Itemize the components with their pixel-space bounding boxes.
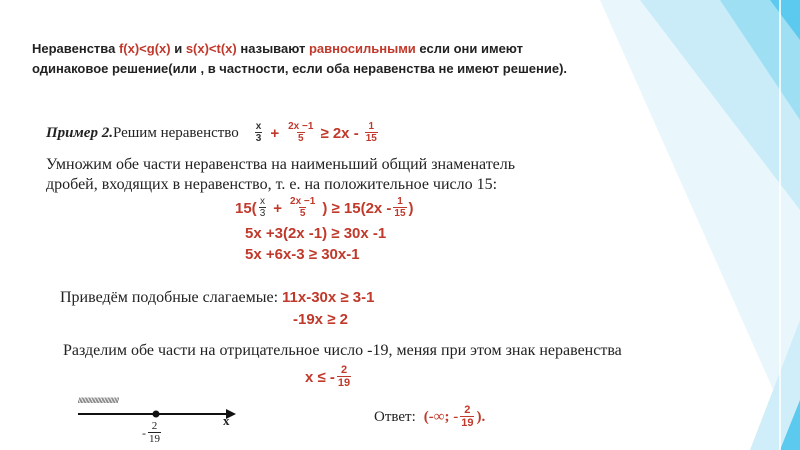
definition-paragraph bbox=[32, 39, 572, 78]
answer-open: (-∞; - bbox=[423, 408, 459, 425]
number-line-axis bbox=[78, 406, 238, 422]
fraction: $\frac{1}{15}$ bbox=[394, 196, 406, 219]
answer-label: Ответ: bbox=[374, 408, 416, 425]
point-label: - $\frac{2}{19}$ bbox=[142, 420, 160, 445]
divide-result bbox=[305, 365, 353, 389]
step-text: ) ≥ 15(2x - bbox=[322, 199, 392, 217]
example-line bbox=[46, 122, 380, 144]
plus-sign: + bbox=[270, 124, 280, 142]
divide-text: Разделим обе части на отрицательное число -19, меняя при этом знак неравенства bbox=[63, 342, 622, 359]
point-marker bbox=[153, 411, 160, 418]
step-text: ) bbox=[408, 199, 414, 217]
answer-line bbox=[374, 405, 485, 429]
rhs-text: ≥ 2x - bbox=[320, 124, 359, 142]
fraction: $\frac{2}{19}$ bbox=[461, 404, 474, 429]
similar-result: -19x ≥ 2 bbox=[293, 311, 348, 328]
similar-equation: 11x-30x ≥ 3-1 bbox=[282, 289, 375, 306]
result-text: x ≤ - bbox=[305, 368, 335, 386]
definition-text: называют bbox=[236, 41, 309, 56]
example-inequality bbox=[253, 122, 380, 144]
hatch-marks: //////////////////////////// bbox=[78, 398, 119, 405]
definition-term: равносильными bbox=[308, 41, 416, 56]
fraction: $\frac{x}{3}$ bbox=[259, 196, 266, 219]
similar-text: Приведём подобные слагаемые: bbox=[60, 289, 283, 306]
fraction: $\frac{2x -1}{5}$ bbox=[290, 196, 316, 219]
multiply-line-1: Умножим обе части неравенства на наименьший общий знаменатель bbox=[46, 156, 516, 173]
number-line bbox=[78, 398, 238, 448]
fraction: $\frac{1}{15}$ bbox=[365, 121, 377, 144]
answer-close: ). bbox=[476, 408, 486, 425]
definition-inequality-1: f(x)<g(x) bbox=[118, 41, 171, 56]
decorative-shapes bbox=[600, 0, 800, 450]
definition-text: и bbox=[170, 41, 186, 56]
fraction: $\frac{x}{3}$ bbox=[255, 121, 262, 144]
multiply-line-2: дробей, входящих в неравенство, т. е. на положительное число 15: bbox=[46, 176, 498, 193]
plus-sign: + bbox=[273, 199, 283, 217]
example-label: Пример 2. bbox=[46, 124, 113, 141]
definition-inequality-2: s(x)<t(x) bbox=[185, 41, 237, 56]
similar-terms-line bbox=[60, 289, 374, 307]
definition-text: Неравенства bbox=[32, 41, 119, 56]
example-text: Решим неравенство bbox=[112, 124, 239, 141]
axis-label: x bbox=[223, 413, 230, 428]
step-2: 5x +3(2x -1) ≥ 30x -1 bbox=[245, 225, 387, 242]
fraction: $\frac{2}{19}$ bbox=[149, 420, 160, 445]
step-text: 15( bbox=[235, 199, 257, 217]
step-1 bbox=[235, 197, 414, 219]
definition-text: если они имеют одинаковое решение(или , в частности, если оба неравенства не имеют решение). bbox=[32, 41, 568, 76]
fraction: $\frac{2}{19}$ bbox=[337, 364, 351, 389]
fraction: $\frac{2x -1}{5}$ bbox=[288, 121, 314, 144]
step-3: 5x +6x-3 ≥ 30x-1 bbox=[245, 246, 360, 263]
multiply-paragraph bbox=[46, 155, 515, 195]
